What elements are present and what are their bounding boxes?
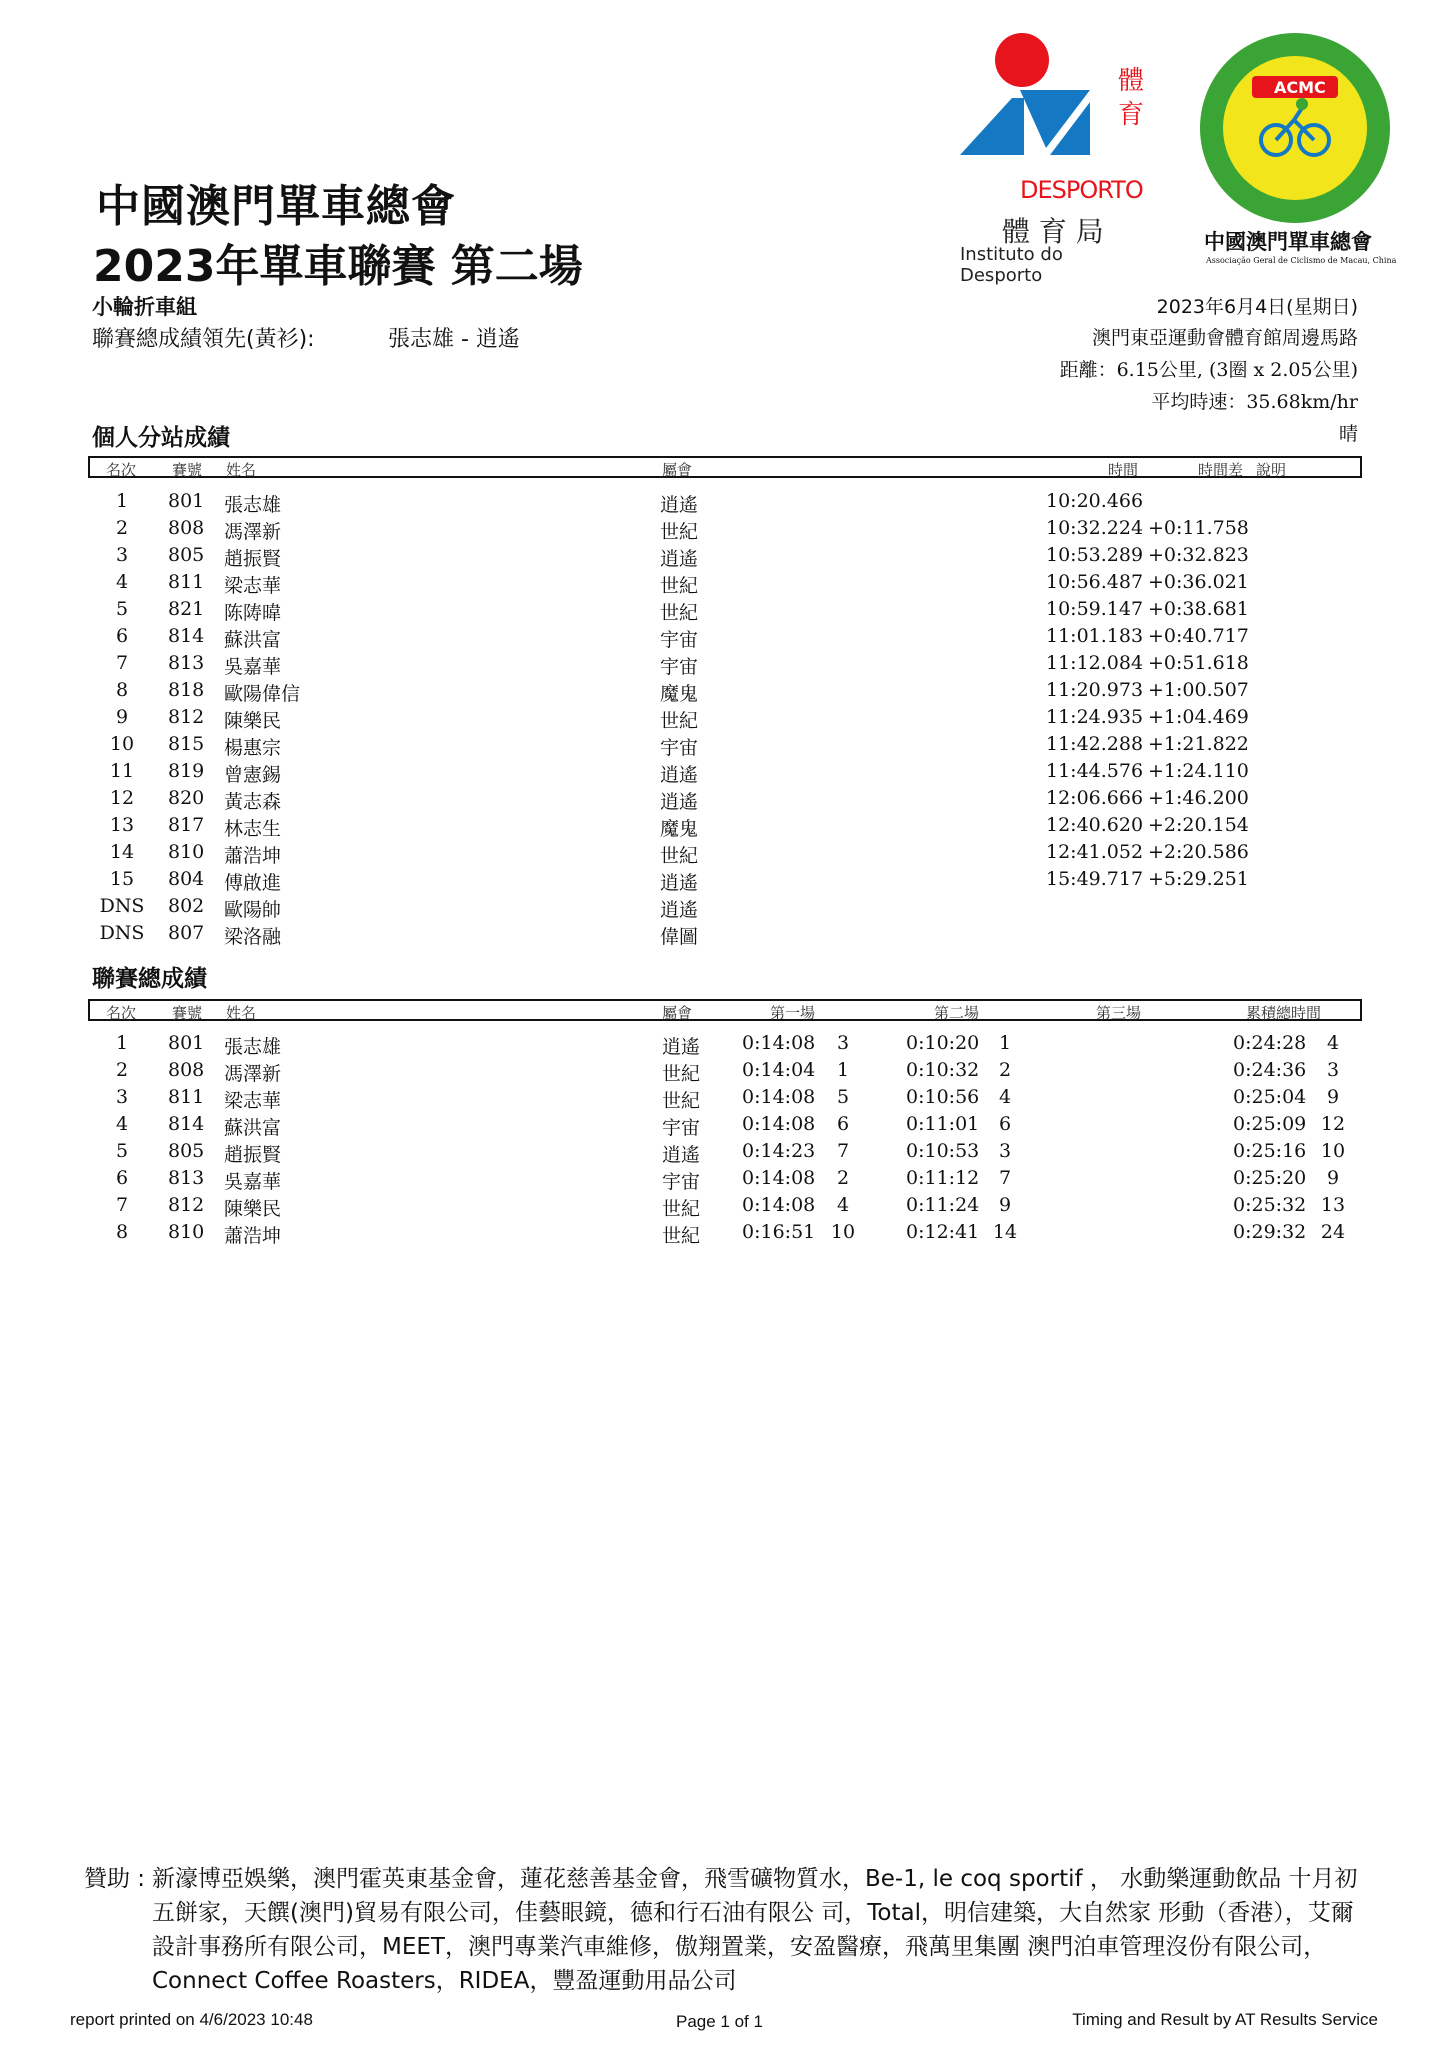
cell-total-time: 0:25:09 (1233, 1113, 1307, 1135)
cell-name: 吳嘉華 (224, 1171, 282, 1193)
stage-table-header (88, 456, 1362, 478)
cell-bib: 813 (168, 1167, 205, 1189)
cell-team: 世紀 (662, 1063, 701, 1085)
cell-time: 10:56.487 (1046, 571, 1144, 593)
cell-team: 世紀 (660, 710, 699, 732)
cell-rank: 1 (115, 490, 129, 512)
cell-round2-points: 1 (998, 1032, 1012, 1054)
header-rank: 名次 (106, 461, 137, 479)
cell-bib: 808 (168, 517, 205, 539)
desporto-logo (950, 30, 1150, 286)
table-row (0, 1221, 1448, 1248)
cell-rank: 4 (115, 571, 129, 593)
cell-gap: +1:21.822 (1148, 733, 1249, 755)
cell-total-points: 10 (1320, 1140, 1346, 1162)
table-row (0, 544, 1448, 571)
cell-bib: 815 (168, 733, 205, 755)
cell-gap: +1:00.507 (1148, 679, 1249, 701)
race-venue: 澳門東亞運動會體育館周邊馬路 (1091, 327, 1358, 349)
table-row (0, 1059, 1448, 1086)
cell-round1-time: 0:14:04 (742, 1059, 816, 1081)
table-row (0, 652, 1448, 679)
cell-round1-time: 0:14:08 (742, 1113, 816, 1135)
race-date: 2023年6月4日(星期日) (1156, 296, 1358, 318)
cell-round1-points: 4 (836, 1194, 850, 1216)
header-round3: 第三場 (1096, 1004, 1142, 1022)
table-row (0, 706, 1448, 733)
cell-rank: 15 (109, 868, 135, 890)
cell-name: 陈陦暐 (224, 602, 282, 624)
cell-round1-time: 0:14:08 (742, 1194, 816, 1216)
cell-bib: 813 (168, 652, 205, 674)
cell-team: 逍遙 (660, 899, 699, 921)
cell-rank: 10 (109, 733, 135, 755)
cell-time: 10:59.147 (1046, 598, 1144, 620)
acmc-logo (1190, 28, 1400, 273)
cell-name: 吳嘉華 (224, 656, 282, 678)
cell-round2-time: 0:12:41 (906, 1221, 980, 1243)
cell-time: 11:01.183 (1046, 625, 1144, 647)
cell-bib: 812 (168, 1194, 205, 1216)
cell-gap: +0:40.717 (1148, 625, 1249, 647)
desporto-side-char2: 育 (1118, 100, 1145, 130)
cell-bib: 805 (168, 544, 205, 566)
cell-team: 世紀 (660, 521, 699, 543)
cell-gap: +1:46.200 (1148, 787, 1249, 809)
acmc-cn-name: 中國澳門單車總會 (1204, 229, 1372, 254)
cell-bib: 807 (168, 922, 205, 944)
table-row (0, 1194, 1448, 1221)
cell-bib: 801 (168, 1032, 205, 1054)
cell-rank: 5 (115, 1140, 129, 1162)
cell-team: 宇宙 (660, 656, 699, 678)
cell-team: 偉圖 (660, 926, 699, 948)
cell-round2-points: 9 (998, 1194, 1012, 1216)
leader-label: 聯賽總成績領先(黃衫): (92, 327, 315, 352)
cell-rank: 3 (115, 1086, 129, 1108)
stage-section-title: 個人分站成績 (92, 425, 230, 451)
cell-round1-time: 0:14:08 (742, 1086, 816, 1108)
cell-time: 11:42.288 (1046, 733, 1144, 755)
cell-name: 蕭浩坤 (224, 1225, 282, 1247)
table-row (0, 517, 1448, 544)
cell-round2-time: 0:10:32 (906, 1059, 980, 1081)
cell-round1-time: 0:14:08 (742, 1032, 816, 1054)
header-time: 時間 (1108, 461, 1139, 479)
cell-round2-time: 0:11:24 (906, 1194, 980, 1216)
cell-bib: 821 (168, 598, 205, 620)
cell-total-time: 0:29:32 (1233, 1221, 1307, 1243)
footer-printed: report printed on 4/6/2023 10:48 (70, 2010, 313, 2029)
cell-round2-time: 0:10:53 (906, 1140, 980, 1162)
cell-rank: DNS (99, 895, 145, 917)
series-section-title: 聯賽總成績 (92, 966, 207, 992)
cell-name: 蕭浩坤 (224, 845, 282, 867)
cell-round1-points: 6 (836, 1113, 850, 1135)
cell-team: 宇宙 (660, 737, 699, 759)
cell-name: 馮澤新 (224, 1063, 282, 1085)
desporto-side-char1: 體 (1118, 66, 1145, 96)
cell-round1-time: 0:14:08 (742, 1167, 816, 1189)
cell-rank: 2 (115, 1059, 129, 1081)
cell-name: 曾憲錫 (224, 764, 282, 786)
header-name: 姓名 (226, 1004, 257, 1022)
page-title-line2: 2023年單車聯賽 第二場 (93, 241, 583, 292)
table-row (0, 598, 1448, 625)
cell-name: 歐陽帥 (224, 899, 282, 921)
cell-rank: 5 (115, 598, 129, 620)
cell-rank: DNS (99, 922, 145, 944)
header-bib: 賽號 (172, 1004, 203, 1022)
cell-bib: 804 (168, 868, 205, 890)
cell-bib: 802 (168, 895, 205, 917)
cell-rank: 6 (115, 625, 129, 647)
cell-round2-time: 0:11:12 (906, 1167, 980, 1189)
cell-total-points: 24 (1320, 1221, 1346, 1243)
acmc-pt-name: Associação Geral de Ciclismo de Macau, China (1206, 256, 1397, 265)
cell-rank: 1 (115, 1032, 129, 1054)
table-row (0, 1086, 1448, 1113)
cell-total-time: 0:25:16 (1233, 1140, 1307, 1162)
header-gap: 時間差 (1198, 461, 1244, 479)
cell-total-points: 3 (1326, 1059, 1340, 1081)
cell-team: 逍遙 (660, 791, 699, 813)
desporto-word: DESPORTO (1020, 176, 1143, 204)
table-row (0, 814, 1448, 841)
cell-time: 11:12.084 (1046, 652, 1144, 674)
sponsors-block (84, 1862, 1374, 1998)
cell-time: 10:32.224 (1046, 517, 1144, 539)
table-row (0, 760, 1448, 787)
cell-bib: 811 (168, 571, 205, 593)
cell-rank: 3 (115, 544, 129, 566)
cell-gap: +1:04.469 (1148, 706, 1249, 728)
cell-bib: 814 (168, 1113, 205, 1135)
cell-gap: +5:29.251 (1148, 868, 1249, 890)
cell-bib: 811 (168, 1086, 205, 1108)
cell-rank: 9 (115, 706, 129, 728)
table-row (0, 571, 1448, 598)
cell-rank: 12 (109, 787, 135, 809)
cell-round2-points: 4 (998, 1086, 1012, 1108)
cell-team: 宇宙 (662, 1117, 701, 1139)
cell-team: 逍遙 (662, 1144, 701, 1166)
race-avg-speed: 平均時速：35.68km/hr (1151, 391, 1358, 413)
cell-time: 12:40.620 (1046, 814, 1144, 836)
cell-time: 10:53.289 (1046, 544, 1144, 566)
cell-bib: 805 (168, 1140, 205, 1162)
cell-gap: +0:11.758 (1148, 517, 1249, 539)
cell-team: 世紀 (660, 575, 699, 597)
sponsors-text: 新濠博亞娛樂，澳門霍英東基金會，蓮花慈善基金會，飛雪礦物質水，Be-1, le coq sportif ， 水動樂運動飲品 十月初五餅家，天饌(澳門)貿易有限公司，佳藝眼鏡，德和行石油有限公 司，Total，明信建築，大自然家 形動（香港），艾爾設計事務所有限公司，MEET，澳門專業汽車維修，傲翔置業，安盈醫療，飛萬里集團 澳門泊車管理沒份有限公司，Connect Coffee Roasters，RIDEA，豐盈運動用品公司 (152, 1866, 1358, 1994)
table-row (0, 490, 1448, 517)
header-name: 姓名 (226, 461, 257, 479)
cell-team: 逍遙 (660, 548, 699, 570)
cell-name: 陳樂民 (224, 710, 282, 732)
cell-team: 魔鬼 (660, 683, 699, 705)
cell-name: 傅啟進 (224, 872, 282, 894)
cell-round1-points: 3 (836, 1032, 850, 1054)
table-row (0, 1113, 1448, 1140)
cell-bib: 808 (168, 1059, 205, 1081)
cell-gap: +2:20.586 (1148, 841, 1249, 863)
cell-team: 魔鬼 (660, 818, 699, 840)
cell-round1-points: 2 (836, 1167, 850, 1189)
cell-rank: 11 (109, 760, 135, 782)
cell-team: 宇宙 (660, 629, 699, 651)
cell-name: 蘇洪富 (224, 629, 282, 651)
cell-team: 逍遙 (660, 872, 699, 894)
table-row (0, 733, 1448, 760)
leader-value: 張志雄 - 逍遙 (388, 327, 520, 352)
cell-gap: +0:38.681 (1148, 598, 1249, 620)
header-bib: 賽號 (172, 461, 203, 479)
cell-bib: 818 (168, 679, 205, 701)
cell-name: 梁洛融 (224, 926, 282, 948)
cell-bib: 819 (168, 760, 205, 782)
cell-round2-points: 14 (992, 1221, 1018, 1243)
cell-total-points: 13 (1320, 1194, 1346, 1216)
cell-bib: 820 (168, 787, 205, 809)
race-weather: 晴 (1338, 423, 1358, 445)
table-row (0, 922, 1448, 949)
header-team: 屬會 (662, 1004, 693, 1022)
cell-name: 楊惠宗 (224, 737, 282, 759)
cell-name: 趙振賢 (224, 1144, 282, 1166)
cell-bib: 812 (168, 706, 205, 728)
cell-name: 黃志森 (224, 791, 282, 813)
cell-round2-time: 0:10:56 (906, 1086, 980, 1108)
cell-gap: +0:36.021 (1148, 571, 1249, 593)
cell-round2-time: 0:10:20 (906, 1032, 980, 1054)
cell-name: 梁志華 (224, 1090, 282, 1112)
cell-round2-time: 0:11:01 (906, 1113, 980, 1135)
footer-timing: Timing and Result by AT Results Service (1072, 2010, 1378, 2029)
cell-name: 林志生 (224, 818, 282, 840)
table-row (0, 868, 1448, 895)
table-row (0, 787, 1448, 814)
cell-round1-points: 1 (836, 1059, 850, 1081)
table-row (0, 1140, 1448, 1167)
cell-gap: +2:20.154 (1148, 814, 1249, 836)
cell-round2-points: 7 (998, 1167, 1012, 1189)
cell-team: 逍遙 (660, 764, 699, 786)
cell-gap: +0:32.823 (1148, 544, 1249, 566)
desporto-cn-name: 體 育 局 (1002, 215, 1104, 248)
cell-rank: 7 (115, 1194, 129, 1216)
cell-total-points: 9 (1326, 1086, 1340, 1108)
cell-time: 10:20.466 (1046, 490, 1144, 512)
cell-time: 11:44.576 (1046, 760, 1144, 782)
cell-round1-time: 0:14:23 (742, 1140, 816, 1162)
cell-round1-points: 7 (836, 1140, 850, 1162)
cell-team: 世紀 (660, 845, 699, 867)
cell-round2-points: 6 (998, 1113, 1012, 1135)
cell-name: 蘇洪富 (224, 1117, 282, 1139)
cell-time: 11:24.935 (1046, 706, 1144, 728)
cell-bib: 817 (168, 814, 205, 836)
cell-total-points: 4 (1326, 1032, 1340, 1054)
cell-team: 宇宙 (662, 1171, 701, 1193)
cell-team: 逍遙 (662, 1036, 701, 1058)
header-note: 說明 (1256, 461, 1287, 479)
cell-bib: 801 (168, 490, 205, 512)
table-row (0, 895, 1448, 922)
cell-rank: 7 (115, 652, 129, 674)
desporto-pt-name: Instituto do Desporto (960, 244, 1063, 286)
cell-rank: 13 (109, 814, 135, 836)
cell-total-time: 0:24:28 (1233, 1032, 1307, 1054)
cell-name: 馮澤新 (224, 521, 282, 543)
cell-team: 世紀 (660, 602, 699, 624)
cell-gap: +0:51.618 (1148, 652, 1249, 674)
cell-round1-time: 0:16:51 (742, 1221, 816, 1243)
cell-time: 12:41.052 (1046, 841, 1144, 863)
cell-rank: 2 (115, 517, 129, 539)
cell-team: 世紀 (662, 1090, 701, 1112)
category-label: 小輪折車組 (92, 295, 197, 319)
cell-total-time: 0:25:20 (1233, 1167, 1307, 1189)
cell-total-time: 0:25:04 (1233, 1086, 1307, 1108)
cell-total-points: 9 (1326, 1167, 1340, 1189)
table-row (0, 1167, 1448, 1194)
cell-team: 世紀 (662, 1225, 701, 1247)
table-row (0, 625, 1448, 652)
cell-name: 歐陽偉信 (224, 683, 301, 705)
acmc-abbr: ACMC (1274, 78, 1326, 97)
page-title-line1: 中國澳門單車總會 (96, 181, 456, 232)
header-rank: 名次 (106, 1004, 137, 1022)
cell-rank: 14 (109, 841, 135, 863)
cell-round2-points: 2 (998, 1059, 1012, 1081)
cell-round2-points: 3 (998, 1140, 1012, 1162)
header-round1: 第一場 (770, 1004, 816, 1022)
sponsors-label: 贊助 : (84, 1866, 146, 1892)
cell-total-time: 0:24:36 (1233, 1059, 1307, 1081)
acmc-emblem-icon (1190, 28, 1400, 228)
cell-name: 梁志華 (224, 575, 282, 597)
table-row (0, 841, 1448, 868)
header-total: 累積總時間 (1246, 1004, 1322, 1022)
cell-time: 15:49.717 (1046, 868, 1144, 890)
race-distance: 距離：6.15公里, (3圈 x 2.05公里) (1059, 359, 1358, 381)
cell-rank: 6 (115, 1167, 129, 1189)
cell-gap: +1:24.110 (1148, 760, 1249, 782)
header-round2: 第二場 (934, 1004, 980, 1022)
cell-name: 張志雄 (224, 494, 282, 516)
footer-page: Page 1 of 1 (676, 2012, 763, 2031)
table-row (0, 679, 1448, 706)
cell-total-points: 12 (1320, 1113, 1346, 1135)
cell-name: 趙振賢 (224, 548, 282, 570)
cell-time: 12:06.666 (1046, 787, 1144, 809)
cell-time: 11:20.973 (1046, 679, 1144, 701)
cell-rank: 8 (115, 1221, 129, 1243)
cell-rank: 4 (115, 1113, 129, 1135)
cell-total-time: 0:25:32 (1233, 1194, 1307, 1216)
cell-team: 逍遙 (660, 494, 699, 516)
cell-team: 世紀 (662, 1198, 701, 1220)
cell-bib: 810 (168, 841, 205, 863)
table-row (0, 1032, 1448, 1059)
cell-round1-points: 5 (836, 1086, 850, 1108)
cell-bib: 814 (168, 625, 205, 647)
cell-name: 張志雄 (224, 1036, 282, 1058)
header-team: 屬會 (662, 461, 693, 479)
cell-rank: 8 (115, 679, 129, 701)
cell-bib: 810 (168, 1221, 205, 1243)
cell-name: 陳樂民 (224, 1198, 282, 1220)
series-table-header (88, 999, 1362, 1021)
cell-round1-points: 10 (830, 1221, 856, 1243)
